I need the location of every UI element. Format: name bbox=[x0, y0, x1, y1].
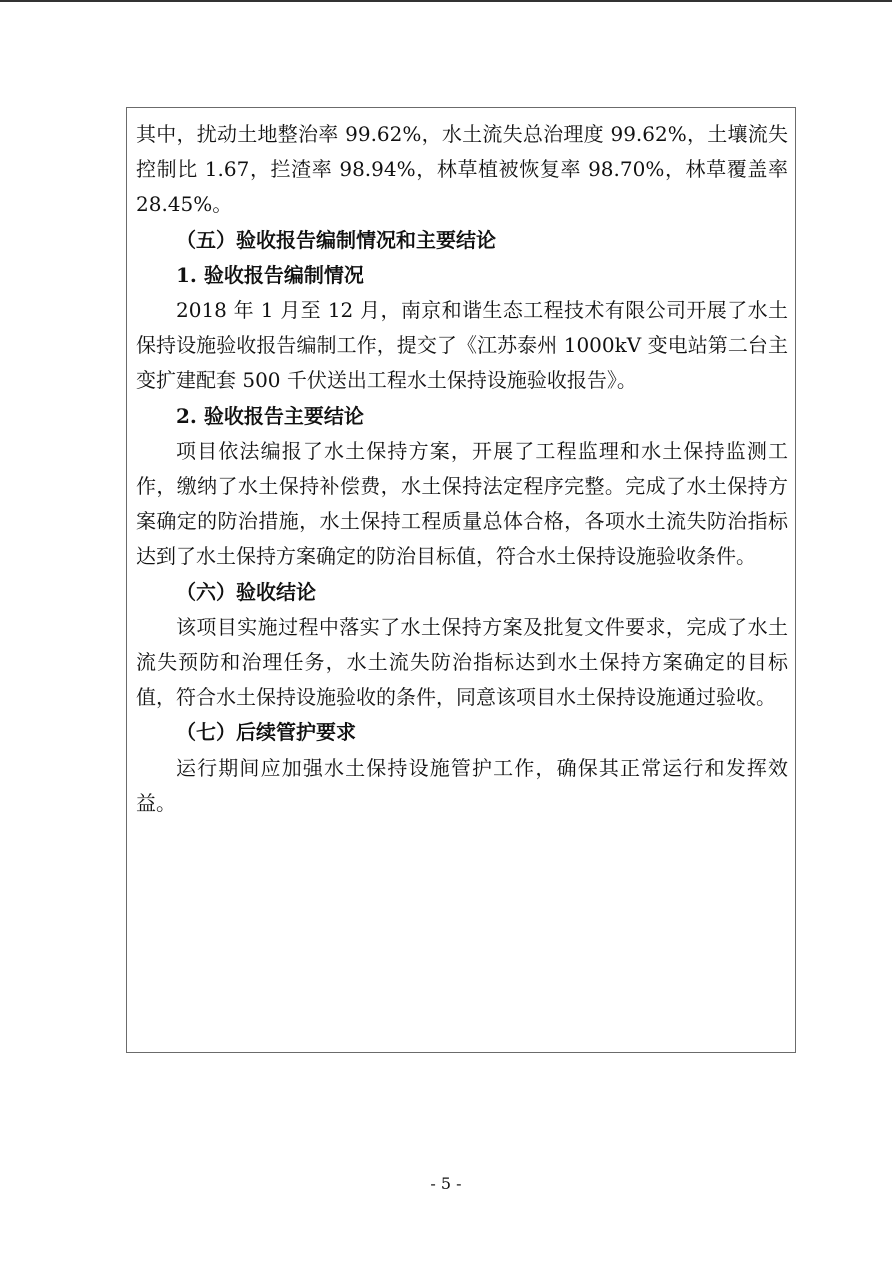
paragraph-acceptance-conclusion: 该项目实施过程中落实了水土保持方案及批复文件要求，完成了水土流失预防和治理任务，水土流失防治指标达到水土保持方案确定的目标值，符合水土保持设施验收的条件，同意该项目水土保持设施通过验收。 bbox=[136, 614, 788, 710]
heading-section-6: （六）验收结论 bbox=[176, 579, 316, 604]
heading-report-conclusion: 2. 验收报告主要结论 bbox=[176, 403, 364, 428]
heading-section-5: （五）验收报告编制情况和主要结论 bbox=[176, 227, 496, 252]
paragraph-report-conclusion: 项目依法编报了水土保持方案，开展了工程监理和水土保持监测工作，缴纳了水土保持补偿费，水土保持法定程序完整。完成了水土保持方案确定的防治措施，水土保持工程质量总体合格，各项水土流失防治指标达到了水土保持方案确定的防治目标值，符合水土保持设施验收条件。 bbox=[136, 438, 788, 569]
heading-section-7: （七）后续管护要求 bbox=[176, 720, 356, 745]
document-body bbox=[136, 117, 788, 821]
paragraph-report-preparation: 2018 年 1 月至 12 月，南京和谐生态工程技术有限公司开展了水土保持设施验收报告编制工作，提交了《江苏泰州 1000kV 变电站第二台主变扩建配套 500 千伏送出工程水土保持设施验收报告》。 bbox=[136, 298, 788, 393]
paragraph-maintenance: 运行期间应加强水土保持设施管护工作，确保其正常运行和发挥效益。 bbox=[136, 755, 788, 815]
paragraph-indicators: 其中，扰动土地整治率 99.62%，水土流失总治理度 99.62%，土壤流失控制比 1.67，拦渣率 98.94%，林草植被恢复率 98.70%，林草覆盖率 28.45%。 bbox=[136, 122, 788, 217]
page-number: - 5 - bbox=[430, 1174, 462, 1193]
heading-report-preparation: 1. 验收报告编制情况 bbox=[176, 262, 364, 287]
top-rule bbox=[0, 0, 892, 2]
